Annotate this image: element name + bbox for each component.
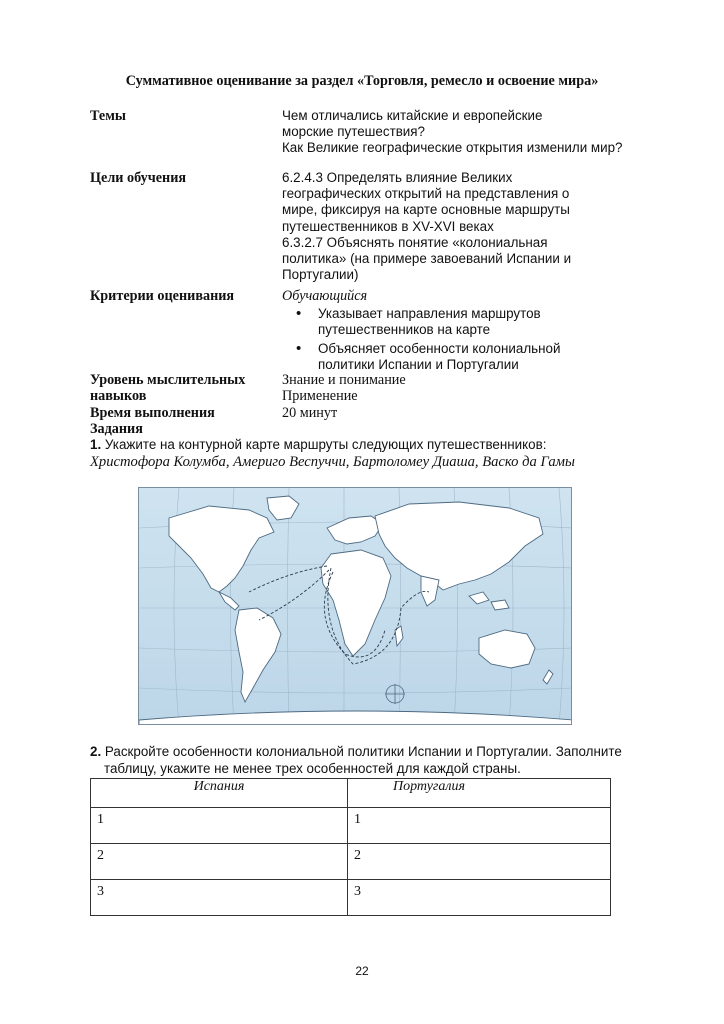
goals-line: Португалии) xyxy=(282,267,359,283)
topics-line: морские путешествия? xyxy=(282,124,425,140)
skills-value xyxy=(282,372,642,404)
answer-cell[interactable]: 3 xyxy=(91,880,348,916)
criteria-value xyxy=(282,288,642,373)
criteria-item-line: политики Испании и Португалии xyxy=(318,356,519,372)
goals-line: 6.3.2.7 Объяснять понятие «колониальная xyxy=(282,234,548,250)
header-portugal: Португалия xyxy=(348,779,611,808)
answer-cell[interactable]: 1 xyxy=(348,808,611,844)
topics-line: Как Великие географические открытия изменили мир? xyxy=(282,140,623,156)
answer-cell[interactable]: 2 xyxy=(348,844,611,880)
criteria-intro: Обучающийся xyxy=(282,288,368,304)
table-row xyxy=(91,880,611,916)
task2-instruction xyxy=(90,744,670,760)
task2-number: 2. xyxy=(90,744,102,759)
criteria-item xyxy=(282,341,642,373)
skills-line: Применение xyxy=(282,388,358,405)
criteria-label: Критерии оценивания xyxy=(90,288,235,304)
table-row xyxy=(91,844,611,880)
answer-cell[interactable]: 1 xyxy=(91,808,348,844)
task1-text: Укажите на контурной карте маршруты следующих путешественников: xyxy=(101,437,547,452)
time-value: 20 минут xyxy=(282,405,338,421)
tasks-label: Задания xyxy=(90,421,143,437)
task2-line1: Раскройте особенности колониальной политики Испании и Португалии. Заполните xyxy=(101,744,622,759)
table-header-row xyxy=(91,779,611,808)
page-number: 22 xyxy=(355,964,369,978)
criteria-list xyxy=(282,306,642,373)
task1-instruction xyxy=(90,437,650,453)
time-label: Время выполнения xyxy=(90,405,215,421)
topics-line: Чем отличались китайские и европейские xyxy=(282,108,543,123)
criteria-item-line: • Объясняет особенности колониальной xyxy=(318,340,561,356)
goals-label: Цели обучения xyxy=(90,170,187,186)
page-title: Суммативное оценивание за раздел «Торговля, ремесло и освоение мира» xyxy=(125,73,599,89)
skills-label-line: навыков xyxy=(90,388,147,405)
criteria-item-line: путешественников на карте xyxy=(318,322,491,338)
goals-line: политика» (на примере завоеваний Испании и xyxy=(282,251,572,267)
criteria-item xyxy=(282,306,642,338)
skills-line: Знание и понимание xyxy=(282,372,406,388)
answer-cell[interactable]: 2 xyxy=(91,844,348,880)
goals-line: 6.2.4.3 Определять влияние Великих xyxy=(282,170,513,185)
goals-line: мире, фиксируя на карте основные маршруты xyxy=(282,202,570,218)
goals-line: путешественников в XV-XVI веках xyxy=(282,218,494,234)
header-spain: Испания xyxy=(91,779,348,808)
skills-label xyxy=(90,372,280,404)
goals-line: географических открытий на представления о xyxy=(282,186,570,202)
task2-instruction-line2: таблицу, укажите не менее трех особенностей для каждой страны. xyxy=(104,761,521,776)
goals-value xyxy=(282,170,642,283)
criteria-item-line: • Указывает направления маршрутов xyxy=(318,306,541,322)
topics-label: Темы xyxy=(90,108,126,124)
task1-names: Христофора Колумба, Америго Веспуччи, Бартоломеу Диаша, Васко да Гамы xyxy=(90,454,575,470)
answer-table xyxy=(90,778,611,916)
table-row xyxy=(91,808,611,844)
skills-label-line: Уровень мыслительных xyxy=(90,372,246,388)
topics-value xyxy=(282,108,642,157)
answer-cell[interactable]: 3 xyxy=(348,880,611,916)
contour-world-map xyxy=(138,487,572,725)
task1-number: 1. xyxy=(90,437,102,452)
